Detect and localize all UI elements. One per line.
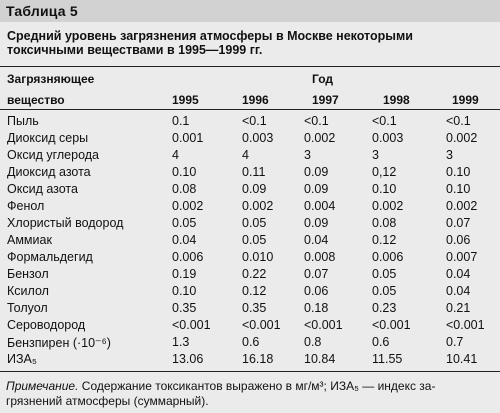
header-year-group: Год: [312, 72, 333, 86]
row-value: 0.12: [242, 284, 267, 298]
caption-line-1: Средний уровень загрязнения атмосферы в Москве некоторыми: [7, 29, 413, 43]
row-label: Диоксид азота: [7, 165, 91, 179]
row-value: 0.002: [172, 199, 204, 213]
row-value: <0.001: [304, 318, 343, 332]
table-label: Таблица 5: [6, 3, 78, 19]
row-value: <0.001: [446, 318, 485, 332]
row-label: Сероводород: [7, 318, 86, 332]
row-value: 0.06: [446, 233, 471, 247]
row-value: 13.06: [172, 352, 204, 366]
header-year-1999: 1999: [452, 93, 479, 107]
header-rule: [0, 109, 500, 110]
row-value: 0.05: [372, 267, 397, 281]
row-value: 0.1: [172, 114, 190, 128]
header-year-1996: 1996: [242, 93, 269, 107]
header-substance-line-2: вещество: [7, 93, 65, 107]
row-value: 0.10: [172, 284, 197, 298]
header-year-1998: 1998: [383, 93, 410, 107]
row-value: 0.19: [172, 267, 197, 281]
row-value: 0.10: [446, 165, 471, 179]
row-value: <0.001: [172, 318, 211, 332]
row-value: 0.008: [304, 250, 336, 264]
row-value: 0.08: [172, 182, 197, 196]
row-value: 0.05: [242, 233, 267, 247]
row-label: Диоксид серы: [7, 131, 89, 145]
row-value: 0.7: [446, 335, 464, 349]
row-label: Оксид углерода: [7, 148, 99, 162]
row-value: <0.001: [242, 318, 281, 332]
row-value: 0.23: [372, 301, 397, 315]
bottom-rule: [0, 371, 500, 372]
row-value: 16.18: [242, 352, 274, 366]
row-value: 3: [304, 148, 311, 162]
row-value: <0.1: [372, 114, 397, 128]
row-value: 0.35: [242, 301, 267, 315]
table-note: [6, 379, 494, 409]
row-value: 0.004: [304, 199, 336, 213]
row-value: 0.002: [446, 131, 478, 145]
row-label: Пыль: [7, 114, 39, 128]
row-label: Ксилол: [7, 284, 49, 298]
row-value: 0.09: [304, 165, 329, 179]
row-value: 0.05: [372, 284, 397, 298]
row-value: 0.09: [304, 182, 329, 196]
row-value: 0.6: [242, 335, 260, 349]
row-value: 0,12: [372, 165, 397, 179]
row-value: 0.35: [172, 301, 197, 315]
row-value: 0.003: [372, 131, 404, 145]
row-label: Оксид азота: [7, 182, 78, 196]
row-value: 0.10: [372, 182, 397, 196]
row-value: 0.04: [446, 267, 471, 281]
row-value: 0.08: [372, 216, 397, 230]
header-year-1995: 1995: [172, 93, 199, 107]
row-label: ИЗА₅: [7, 352, 37, 366]
row-value: 0.003: [242, 131, 274, 145]
row-value: 0.09: [242, 182, 267, 196]
row-value: <0.1: [446, 114, 471, 128]
row-value: 11.55: [372, 352, 403, 366]
row-label: Хлористый водород: [7, 216, 124, 230]
row-label: Аммиак: [7, 233, 52, 247]
note-line-2: грязнений атмосферы (суммарный).: [6, 394, 209, 408]
note-text-1: Содержание токсикантов выражено в мг/м³; ИЗА₅ — индекс за-: [78, 379, 436, 393]
row-value: 0.10: [446, 182, 471, 196]
row-value: 0.09: [304, 216, 329, 230]
caption-line-2: токсичными веществами в 1995—1999 гг.: [7, 43, 263, 57]
row-value: 0.006: [372, 250, 404, 264]
row-value: 0.04: [304, 233, 329, 247]
row-value: 0.002: [446, 199, 478, 213]
row-label: Бензол: [7, 267, 49, 281]
row-label: Формальдегид: [7, 250, 93, 264]
row-value: 0.10: [172, 165, 197, 179]
row-value: 1.3: [172, 335, 190, 349]
header-substance-line-1: Загрязняющее: [7, 72, 95, 86]
row-value: 0.22: [242, 267, 267, 281]
row-value: 0.8: [304, 335, 322, 349]
row-value: 0.12: [372, 233, 397, 247]
row-value: 3: [446, 148, 453, 162]
row-value: 0.007: [446, 250, 478, 264]
row-value: 0.6: [372, 335, 390, 349]
row-value: 0.04: [446, 284, 471, 298]
row-value: 0.006: [172, 250, 204, 264]
row-label: Фенол: [7, 199, 45, 213]
header-year-1997: 1997: [312, 93, 339, 107]
row-value: <0.001: [372, 318, 411, 332]
row-value: 0.04: [172, 233, 197, 247]
row-value: 0.05: [242, 216, 267, 230]
table-header-bar: [0, 0, 500, 22]
row-value: 10.84: [304, 352, 336, 366]
row-value: <0.1: [304, 114, 329, 128]
row-value: 0.06: [304, 284, 329, 298]
row-value: 0.21: [446, 301, 471, 315]
note-line-1: [6, 379, 494, 394]
row-value: 0.001: [172, 131, 204, 145]
row-value: 4: [242, 148, 249, 162]
row-value: 0.05: [172, 216, 197, 230]
row-label: Толуол: [7, 301, 48, 315]
row-value: 4: [172, 148, 179, 162]
row-value: 0.07: [446, 216, 471, 230]
row-value: 0.010: [242, 250, 274, 264]
row-value: 0.07: [304, 267, 329, 281]
row-value: 0.11: [242, 165, 266, 179]
row-value: 0.002: [242, 199, 274, 213]
row-label: Бензпирен (·10⁻⁶): [7, 336, 111, 350]
row-value: 10.41: [446, 352, 478, 366]
row-value: 0.002: [304, 131, 336, 145]
row-value: <0.1: [242, 114, 267, 128]
top-rule: [0, 66, 500, 67]
row-value: 3: [372, 148, 379, 162]
note-label: Примечание.: [6, 379, 79, 393]
table-caption: [7, 29, 477, 57]
row-value: 0.002: [372, 199, 404, 213]
row-value: 0.18: [304, 301, 329, 315]
